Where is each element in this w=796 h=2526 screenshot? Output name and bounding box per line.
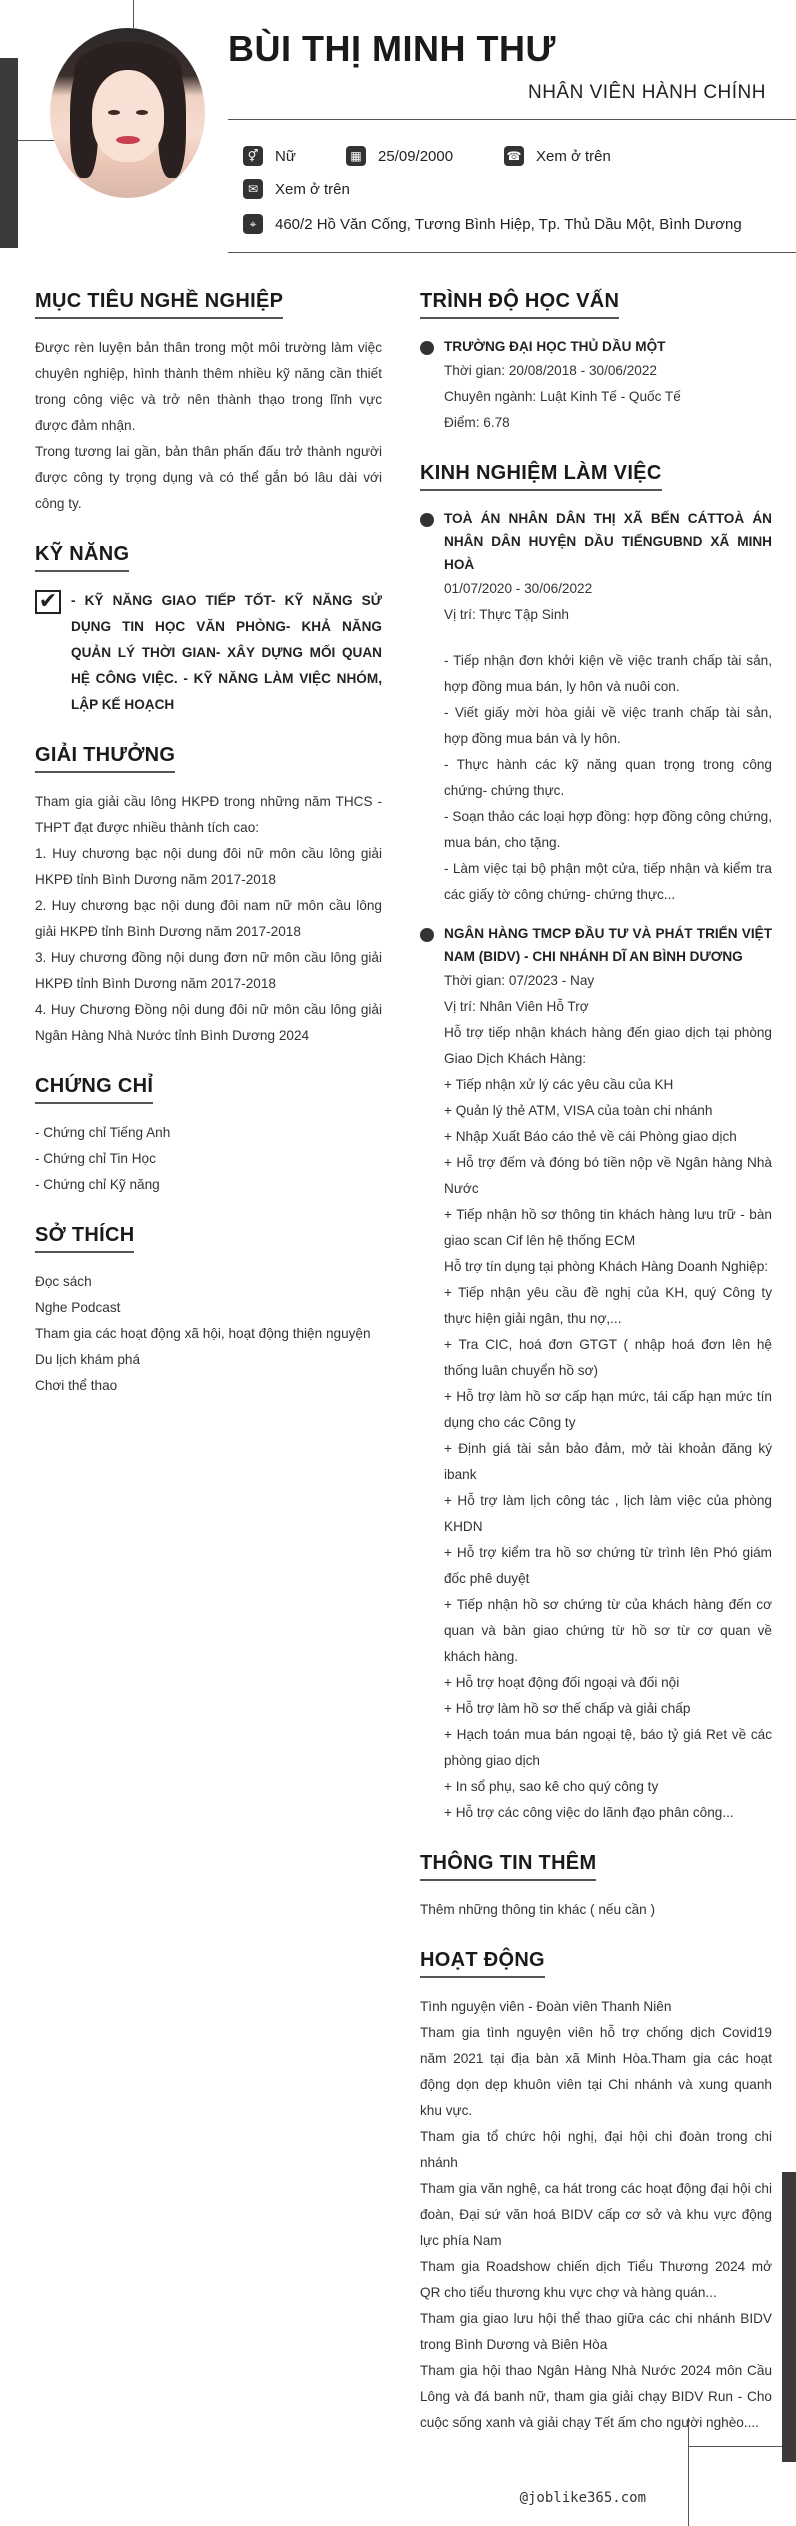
email-icon: ✉ bbox=[243, 179, 263, 199]
job-duty: + Hạch toán mua bán ngoại tệ, báo tỷ giá Ret về các phòng giao dịch bbox=[444, 1727, 772, 1768]
avatar-photo bbox=[50, 28, 205, 198]
dot-icon bbox=[420, 341, 434, 355]
job-duty: - Viết giấy mời hòa giải về việc tranh chấp tài sản, hợp đồng mua bán và ly hôn. bbox=[444, 705, 772, 746]
additional-title: THÔNG TIN THÊM bbox=[420, 1852, 596, 1881]
school-name: TRƯỜNG ĐẠI HỌC THỦ DẦU MỘT bbox=[444, 339, 666, 354]
gender-info bbox=[243, 146, 296, 166]
footer-brand[interactable]: @joblike365.com bbox=[519, 2490, 646, 2506]
job-company: NGÂN HÀNG TMCP ĐẦU TƯ VÀ PHÁT TRIỂN VIỆT NAM (BIDV) - CHI NHÁNH DĨ AN BÌNH DƯƠNG bbox=[444, 926, 772, 964]
address-value: 460/2 Hồ Văn Cống, Tương Bình Hiệp, Tp. Thủ Dầu Một, Bình Dương bbox=[275, 215, 742, 233]
certificate-item: - Chứng chỉ Tiếng Anh bbox=[35, 1125, 171, 1140]
cv-header bbox=[0, 0, 796, 270]
job-duty: + Tiếp nhận hồ sơ chứng từ của khách hàng đến cơ quan và bàn giao chứng từ hồ sơ từ cơ quan về khách hàng. bbox=[444, 1597, 772, 1664]
activity-line: Tham gia tổ chức hội nghị, đại hội chi đoàn trong chi nhánh bbox=[420, 2129, 772, 2170]
job-duty: + Hỗ trợ làm hồ sơ cấp hạn mức, tái cấp hạn mức tín dụng cho các Công ty bbox=[444, 1389, 772, 1430]
certificates-section bbox=[35, 1075, 382, 1198]
activity-line: Tham gia văn nghệ, ca hát trong các hoạt động đại hội chi đoàn, Đại sứ văn hoá BIDV cấp cơ sở và khu vực động lực phía Nam bbox=[420, 2181, 772, 2248]
education-item bbox=[420, 335, 772, 436]
job-time: 01/07/2020 - 30/06/2022 bbox=[444, 581, 593, 596]
job-duty: + Tiếp nhận yêu cầu đề nghị của KH, quý Công ty thực hiện giải ngân, thu nợ,... bbox=[444, 1285, 772, 1326]
calendar-icon: ▦ bbox=[346, 146, 366, 166]
job-duty: + Tiếp nhận xử lý các yêu cầu của KH bbox=[444, 1077, 674, 1092]
education-score: Điểm: 6.78 bbox=[444, 415, 510, 430]
job-role: Vị trí: Thực Tập Sinh bbox=[444, 607, 569, 622]
job-duty: + Tra CIC, hoá đơn GTGT ( nhập hoá đơn lên hệ thống luân chuyển hồ sơ) bbox=[444, 1337, 772, 1378]
objective-section bbox=[35, 290, 382, 517]
dob-value: 25/09/2000 bbox=[378, 147, 454, 165]
right-column bbox=[420, 290, 772, 2462]
activity-line: Tình nguyện viên - Đoàn viên Thanh Niên bbox=[420, 1999, 672, 2014]
education-major: Chuyên ngành: Luật Kinh Tế - Quốc Tế bbox=[444, 389, 681, 404]
job-duty: + Định giá tài sản bảo đảm, mở tài khoản đăng ký ibank bbox=[444, 1441, 772, 1482]
header-divider bbox=[228, 119, 796, 120]
job-duty: + Nhập Xuất Báo cáo thẻ về cái Phòng giao dịch bbox=[444, 1129, 737, 1144]
education-time: Thời gian: 20/08/2018 - 30/06/2022 bbox=[444, 363, 657, 378]
job-duty: - Thực hành các kỹ năng quan trọng trong công chứng- chứng thực. bbox=[444, 757, 772, 798]
awards-title: GIẢI THƯỞNG bbox=[35, 744, 175, 773]
hobbies-section bbox=[35, 1224, 382, 1399]
job-duty: + Tiếp nhận hồ sơ thông tin khách hàng lưu trữ - bàn giao scan Cif lên hệ thống ECM bbox=[444, 1207, 772, 1248]
activity-line: Tham gia Roadshow chiến dịch Tiểu Thương 2024 mở QR cho tiểu thương khu vực chợ và hàng quán... bbox=[420, 2259, 772, 2300]
job-duty: + Quản lý thẻ ATM, VISA của toàn chi nhánh bbox=[444, 1103, 713, 1118]
job-duty: + Hỗ trợ làm hồ sơ thế chấp và giải chấp bbox=[444, 1701, 691, 1716]
candidate-name: BÙI THỊ MINH THƯ bbox=[228, 28, 556, 69]
job-duty: + Hỗ trợ làm lịch công tác , lịch làm việc của phòng KHDN bbox=[444, 1493, 772, 1534]
award-line: 2. Huy chương bạc nội dung đôi nam nữ môn cầu lông giải HKPĐ tỉnh Bình Dương năm 2017-2018 bbox=[35, 898, 382, 939]
dot-icon bbox=[420, 513, 434, 527]
objective-text-2: Trong tương lai gần, bản thân phấn đấu trở thành người được công ty trọng dụng và có thể gắn bó lâu dài với công ty. bbox=[35, 444, 382, 511]
job-duty: - Tiếp nhận đơn khởi kiện về việc tranh chấp tài sản, hợp đồng mua bán, ly hôn và nuôi con. bbox=[444, 653, 772, 694]
phone-info bbox=[504, 146, 611, 166]
email-value: Xem ở trên bbox=[275, 180, 350, 198]
awards-section bbox=[35, 744, 382, 1049]
job-item bbox=[420, 922, 772, 1826]
education-title: TRÌNH ĐỘ HỌC VẤN bbox=[420, 290, 619, 319]
skills-section bbox=[35, 543, 382, 718]
email-info bbox=[243, 179, 350, 199]
header-bottom-divider bbox=[228, 252, 796, 253]
job-duty: + In sổ phụ, sao kê cho quý công ty bbox=[444, 1779, 659, 1794]
experience-section bbox=[420, 462, 772, 1826]
hobby-item: Tham gia các hoạt động xã hội, hoạt động thiện nguyện bbox=[35, 1326, 371, 1341]
dob-info bbox=[346, 146, 453, 166]
activity-line: Tham gia giao lưu hội thể thao giữa các chi nhánh BIDV trong Bình Dương và Biên Hòa bbox=[420, 2311, 772, 2352]
award-line: Tham gia giải cầu lông HKPĐ trong những năm THCS - THPT đạt được nhiều thành tích cao: bbox=[35, 794, 382, 835]
activities-title: HOẠT ĐỘNG bbox=[420, 1949, 545, 1978]
job-duty: + Hỗ trợ hoạt động đối ngoại và đối nội bbox=[444, 1675, 680, 1690]
hobby-item: Đọc sách bbox=[35, 1274, 92, 1289]
job-item bbox=[420, 507, 772, 908]
job-duty: + Hỗ trợ các công việc do lãnh đạo phân công... bbox=[444, 1805, 734, 1820]
avatar bbox=[50, 28, 205, 198]
hobby-item: Du lịch khám phá bbox=[35, 1352, 141, 1367]
certificate-item: - Chứng chỉ Kỹ năng bbox=[35, 1177, 160, 1192]
certificates-title: CHỨNG CHỈ bbox=[35, 1075, 153, 1104]
dot-icon bbox=[420, 928, 434, 942]
activities-section bbox=[420, 1949, 772, 2436]
activity-line: Tham gia tình nguyện viên hỗ trợ chống dịch Covid19 năm 2021 tại địa bàn xã Minh Hòa.Tham gia các hoạt động dọn dẹp khuôn viên tại Chi nhánh và xung quanh khu vực. bbox=[420, 2025, 772, 2118]
job-duty: Hỗ trợ tín dụng tại phòng Khách Hàng Doanh Nghiệp: bbox=[444, 1259, 769, 1274]
hobbies-title: SỞ THÍCH bbox=[35, 1224, 134, 1253]
award-line: 4. Huy Chương Đồng nội dung đôi nữ môn cầu lông giải Ngân Hàng Nhà Nước tỉnh Bình Dương 2024 bbox=[35, 1002, 382, 1043]
job-duty: Hỗ trợ tiếp nhận khách hàng đến giao dịch tại phòng Giao Dịch Khách Hàng: bbox=[444, 1025, 772, 1066]
additional-text: Thêm những thông tin khác ( nếu cần ) bbox=[420, 1902, 656, 1917]
candidate-position: NHÂN VIÊN HÀNH CHÍNH bbox=[527, 82, 766, 103]
additional-section bbox=[420, 1852, 772, 1923]
award-line: 1. Huy chương bạc nội dung đôi nữ môn cầu lông giải HKPĐ tỉnh Bình Dương năm 2017-2018 bbox=[35, 846, 382, 887]
award-line: 3. Huy chương đồng nội dung đơn nữ môn cầu lông giải HKPĐ tỉnh Bình Dương năm 2017-2018 bbox=[35, 950, 382, 991]
gender-icon: ⚥ bbox=[243, 146, 263, 166]
job-company: TOÀ ÁN NHÂN DÂN THỊ XÃ BẾN CÁTTOÀ ÁN NHÂN DÂN HUYỆN DẦU TIẾNGUBND XÃ MINH HOÀ bbox=[444, 511, 772, 572]
hobby-item: Nghe Podcast bbox=[35, 1300, 121, 1315]
phone-icon: ☎ bbox=[504, 146, 524, 166]
certificate-item: - Chứng chỉ Tin Học bbox=[35, 1151, 156, 1166]
job-duty: + Hỗ trợ kiểm tra hồ sơ chứng từ trình lên Phó giám đốc phê duyệt bbox=[444, 1545, 772, 1586]
checkbox-icon: ✔ bbox=[35, 590, 61, 614]
job-role: Vị trí: Nhân Viên Hỗ Trợ bbox=[444, 999, 589, 1014]
education-section bbox=[420, 290, 772, 436]
skills-text: - KỸ NĂNG GIAO TIẾP TỐT- KỸ NĂNG SỬ DỤNG TIN HỌC VĂN PHÒNG- KHẢ NĂNG QUẢN LÝ THỜI GIAN- XÂY DỰNG MỐI QUAN HỆ CÔNG VIỆC. - KỸ NĂNG LÀM VIỆC NHÓM, LẬP KẾ HOẠCH bbox=[71, 593, 382, 712]
left-column bbox=[35, 290, 382, 1425]
right-accent-bar bbox=[782, 2172, 796, 2462]
address-info bbox=[243, 214, 742, 234]
objective-text-1: Được rèn luyện bản thân trong một môi trường làm việc chuyên nghiệp, hình thành thêm nhiều kỹ năng cần thiết trong công việc và trở nên thành thạo trong lĩnh vực được đảm nhận. bbox=[35, 340, 382, 433]
objective-title: MỤC TIÊU NGHỀ NGHIỆP bbox=[35, 290, 283, 319]
job-time: Thời gian: 07/2023 - Nay bbox=[444, 973, 595, 988]
skills-title: KỸ NĂNG bbox=[35, 543, 129, 572]
phone-value: Xem ở trên bbox=[536, 147, 611, 165]
gender-value: Nữ bbox=[275, 147, 296, 165]
job-duty: - Soạn thảo các loại hợp đồng: hợp đồng công chứng, mua bán, cho tặng. bbox=[444, 809, 772, 850]
hobby-item: Chơi thể thao bbox=[35, 1378, 118, 1393]
experience-title: KINH NGHIỆM LÀM VIỆC bbox=[420, 462, 662, 491]
location-icon: ⌖ bbox=[243, 214, 263, 234]
job-duty: + Hỗ trợ đếm và đóng bó tiền nộp về Ngân hàng Nhà Nước bbox=[444, 1155, 772, 1196]
job-duty: - Làm việc tại bộ phận một cửa, tiếp nhận và kiểm tra các giấy tờ công chứng- chứng thực... bbox=[444, 861, 772, 902]
activity-line: Tham gia hội thao Ngân Hàng Nhà Nước 2024 môn Cầu Lông và đá banh nữ, tham gia giải chạy BIDV Run - Cho cuộc sống xanh và giải chạy Tết ấm cho người nghèo.... bbox=[420, 2363, 772, 2430]
skill-row bbox=[35, 588, 382, 718]
